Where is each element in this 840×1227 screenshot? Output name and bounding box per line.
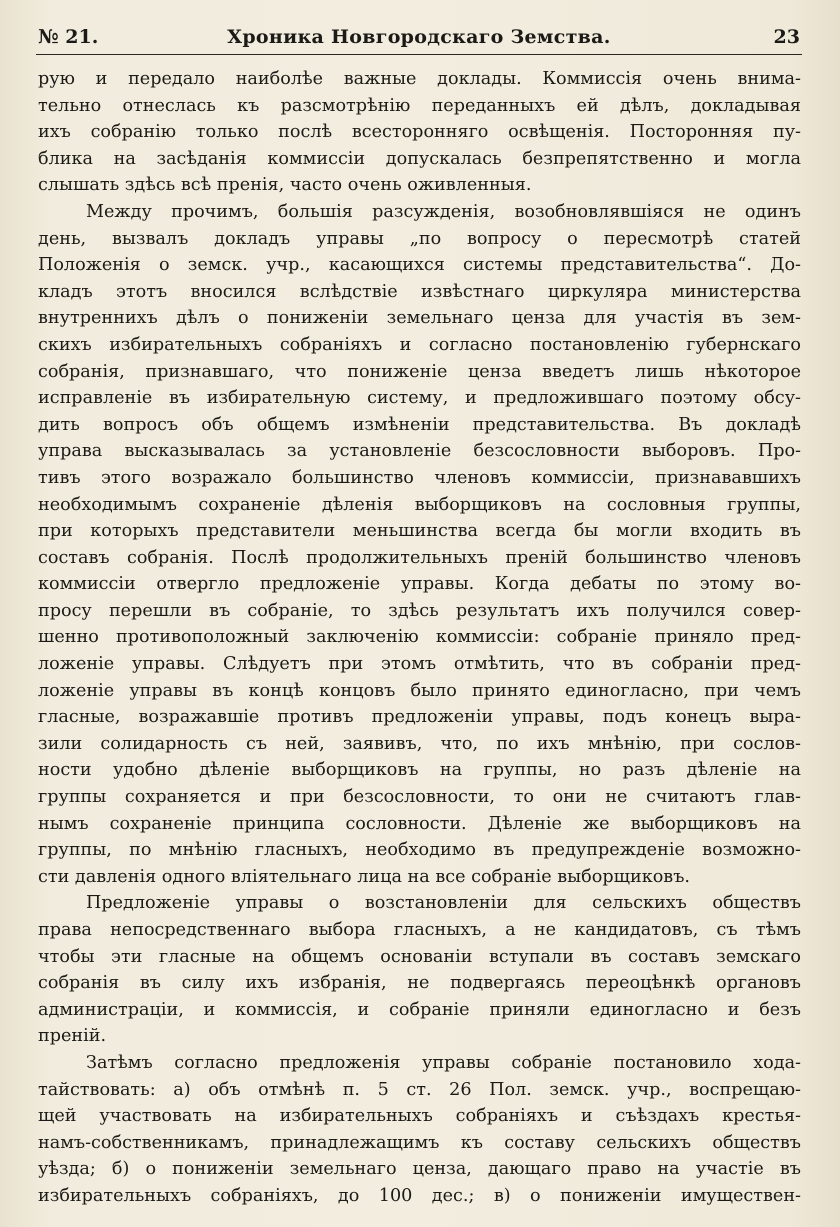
text-line: исправленіе въ избирательную систему, и предложившаго поэтому обсу- bbox=[38, 388, 801, 409]
text-line: необходимымъ сохраненіе дѣленія выборщиковъ на сословныя группы, bbox=[38, 494, 801, 515]
text-line: Затѣмъ согласно предложенія управы собраніе постановило хода- bbox=[86, 1052, 801, 1073]
issue-number: № 21. bbox=[38, 26, 99, 48]
text-line: собранія, признавшаго, что пониженіе ценза введетъ лишь нѣкоторое bbox=[38, 361, 801, 382]
text-line: группы, по мнѣнію гласныхъ, необходимо въ предупрежденіе возможно- bbox=[38, 840, 801, 861]
text-line: ихъ собранію только послѣ всесторонняго освѣщенія. Посторонняя пу- bbox=[38, 122, 801, 143]
text-line: нымъ сохраненіе принципа сословности. Дѣленіе же выборщиковъ на bbox=[38, 813, 801, 834]
text-line: ности удобно дѣленіе выборщиковъ на группы, но разъ дѣленіе на bbox=[38, 760, 801, 781]
text-line: Положенія о земск. учр., касающихся системы представительства“. До- bbox=[38, 255, 801, 276]
text-line: коммиссіи отвергло предложеніе управы. Когда дебаты по этому во- bbox=[38, 574, 801, 595]
text-line: группы сохраняется и при безсословности, то они не считаютъ глав- bbox=[38, 787, 801, 808]
text-line: шенно противоположный заключенію коммиссіи: собраніе приняло пред- bbox=[38, 627, 801, 648]
text-line: дить вопросъ объ общемъ измѣненіи представительства. Въ докладѣ bbox=[38, 414, 801, 435]
text-line: составъ собранія. Послѣ продолжительныхъ преній большинство членовъ bbox=[38, 547, 801, 568]
text-line: кладъ этотъ вносился вслѣдствіе извѣстнаго циркуляра министерства bbox=[38, 281, 801, 302]
text-line: Между прочимъ, большія разсужденія, возобновлявшіяся не одинъ bbox=[86, 201, 801, 222]
text-line: Предложеніе управы о возстановленіи для сельскихъ обществъ bbox=[86, 893, 801, 914]
text-line: избирательныхъ собраніяхъ, до 100 дес.; в) о пониженіи имуществен- bbox=[38, 1185, 801, 1206]
text-line: блика на засѣданія коммиссіи допускалась безпрепятственно и могла bbox=[38, 148, 801, 169]
text-line: гласные, возражавшіе противъ предложеніи управы, подъ конецъ выра- bbox=[38, 707, 801, 728]
text-line: внутреннихъ дѣлъ о пониженіи земельнаго ценза для участія въ зем- bbox=[38, 308, 801, 329]
text-line: слышать здѣсь всѣ пренія, часто очень оживленныя. bbox=[38, 175, 532, 196]
paragraph bbox=[38, 66, 801, 199]
text-line: сти давленія одного вліятельнаго лица на все собраніе выборщиковъ. bbox=[38, 866, 690, 887]
running-head bbox=[38, 24, 800, 50]
text-line: уѣзда; б) о пониженіи земельнаго ценза, дающаго право на участіе въ bbox=[38, 1159, 801, 1180]
text-line: щей участвовать на избирательныхъ собраніяхъ и съѣздахъ крестья- bbox=[38, 1106, 801, 1127]
paragraph bbox=[38, 1050, 801, 1210]
text-line: тивъ этого возражало большинство членовъ коммиссіи, признававшихъ bbox=[38, 467, 801, 488]
text-line: просу перешли въ собраніе, то здѣсь результатъ ихъ получился совер- bbox=[38, 600, 801, 621]
text-line: скихъ избирательныхъ собраніяхъ и согласно постановленію губернскаго bbox=[38, 334, 801, 355]
text-line: намъ-собственникамъ, принадлежащимъ къ составу сельскихъ обществъ bbox=[38, 1132, 801, 1153]
text-line: ложеніе управы въ концѣ концовъ было принято единогласно, при чемъ bbox=[38, 680, 801, 701]
text-line: тайствовать: а) объ отмѣнѣ п. 5 ст. 26 Пол. земск. учр., воспрещаю- bbox=[38, 1079, 801, 1100]
text-line: права непосредственнаго выбора гласныхъ, а не кандидатовъ, съ тѣмъ bbox=[38, 920, 801, 940]
text-line: управа высказывалась за установленіе безсословности выборовъ. Про- bbox=[38, 441, 801, 462]
journal-title: Хроника Новгородскаго Земства. bbox=[227, 26, 611, 48]
text-line: тельно отнеслась къ разсмотрѣнію переданныхъ ей дѣлъ, докладывая bbox=[38, 95, 801, 116]
text-line: чтобы эти гласные на общемъ основаніи вступали въ составъ земскаго bbox=[38, 946, 801, 967]
header-rule bbox=[36, 54, 802, 55]
text-line: зили солидарность съ ней, заявивъ, что, по ихъ мнѣнію, при сослов- bbox=[38, 733, 801, 754]
text-line: преній. bbox=[38, 1026, 107, 1047]
paragraph bbox=[38, 890, 801, 1050]
text-line: день, вызвалъ докладъ управы „по вопросу о пересмотрѣ статей bbox=[38, 228, 801, 249]
page-number: 23 bbox=[773, 26, 800, 48]
paragraph bbox=[38, 199, 801, 890]
body-text bbox=[38, 66, 801, 1210]
text-line: при которыхъ представители меньшинства всегда бы могли входить въ bbox=[38, 521, 801, 542]
text-line: ложеніе управы. Слѣдуетъ при этомъ отмѣтить, что въ собраніи пред- bbox=[38, 654, 801, 675]
text-line: рую и передало наиболѣе важные доклады. Коммиссія очень внима- bbox=[38, 69, 801, 89]
text-line: администраціи, и коммиссія, и собраніе приняли единогласно и безъ bbox=[38, 999, 801, 1020]
text-line: собранія въ силу ихъ избранія, не подвергаясь переоцѣнкѣ органовъ bbox=[38, 973, 801, 994]
